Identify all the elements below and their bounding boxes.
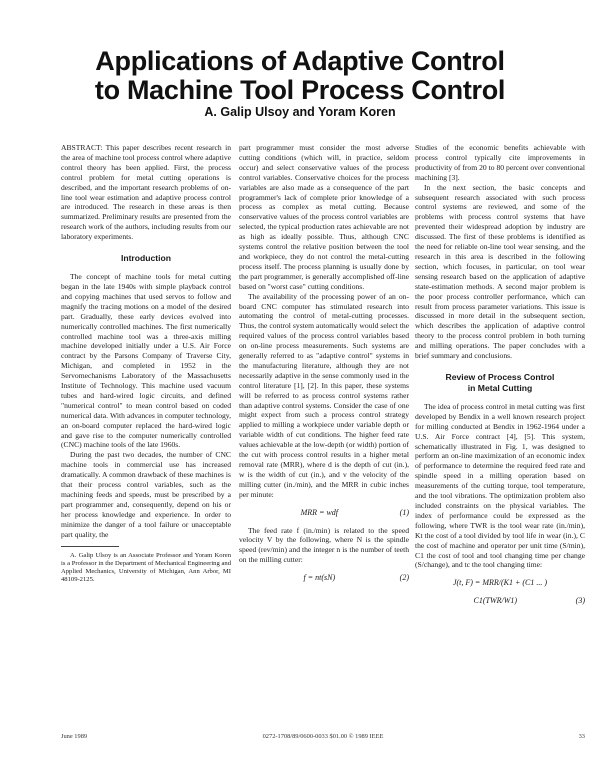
col2-paragraph-2: The availability of the processing power of an on-board CNC computer has stimulated research into automating the control of metal-cutting processes. Thus, the control system automatically would select the required values of the process control variables based on on-line process measurements. Such systems are generally referred to as "adaptive control" systems in the manufacturing literature, although they are not necessarily adaptive in the sense commonly used in the control literature [1], [2]. In this paper, these systems will be referred to as process control systems rather than adaptive control systems. Consider the case of one might expect from such a process control strategy applied to milling a workpiece under variable depth or variable width of cut conditions. The higher feed rate values achievable at the low-depth (or width) portion of the cut with process control results in a higher metal removal rate (MRR), where d is the depth of cut (in.), w is the width of cut (in.), and v the velocity of the milling cutter (in./min), and the MRR in cubic inches per minute: <box>239 291 409 499</box>
author-footnote: A. Galip Ulsoy is an Associate Professor and Yoram Koren is a Professor in the Department of Mechanical Engineering and Applied Mechanics, University of Michigan, Ann Arbor, MI 48109-2125. <box>61 551 231 584</box>
equation-1 <box>239 508 409 518</box>
equation-3-continuation: C1(TWR/W1) <box>473 596 518 606</box>
footnote-rule <box>61 546 119 547</box>
intro-paragraph-2: During the past two decades, the number of CNC machine tools in commercial use has increased dramatically. A common drawback of these machines is that their process control variables, such as the machining feeds and speeds, must be prescribed by a part programmer and, consequently, depend on his or her process knowledge and experience. In order to minimize the danger of a tool failure or unacceptable part quality, the <box>61 450 231 539</box>
equation-1-expression: MRR = wdf <box>300 507 339 517</box>
column-3 <box>415 143 585 614</box>
column-2 <box>239 143 409 591</box>
equation-3-expression: J(t, F) = MRR/(K1 + (C1 ... ) <box>452 578 548 588</box>
equation-3-number: (3) <box>575 596 585 606</box>
title-line-2: to Machine Tool Process Control <box>94 75 506 105</box>
intro-paragraph-1: The concept of machine tools for metal cutting began in the late 1940s with simple playback control and copying machines that used servos to follow and magnify the tracing motions on a model of the desired part. Gradually, these early devices evolved into numerically controlled machines. The first numerically controlled machine tool was a three-axis milling machine developed initially under a U.S. Air Force contract by the Parsons Company of Traverse City, Michigan, and completed in 1952 in the Servomechanisms Laboratory of the Massachusetts Institute of Technology. This machine used vacuum tubes and hard-wired logic circuits, and defined "numerical control" to mean control based on coded numerical data. With advances in computer technology, an on-board computer replaced the hard-wired logic and gave rise to the computer numerically controlled (CNC) machine tools of the late 1960s. <box>61 272 231 450</box>
review-heading-line-2: in Metal Cutting <box>467 382 533 393</box>
section-heading-review <box>415 372 585 394</box>
col2-paragraph-1: part programmer must consider the most adverse cutting conditions (which will, in practice, seldom occur) and select conservative values of the process control variables. Conservative choices for the process variables are also made as a consequence of the part programmer's lack of complete prior knowledge of a process as complex as metal cutting. Because conservative values of the process control variables are selected, the typical production rates achievable are not as high as ideally possible. Thus, although CNC systems control the relative position between the tool and workpiece, they do not control the metal-cutting process itself. The process planning is usually done by the part programmer, is generally accomplished off-line based on "worst case" cutting conditions. <box>239 143 409 291</box>
col2-paragraph-3: The feed rate f (in./min) is related to the speed velocity V by the following, where N is the spindle speed (rev/min) and the integer n is the number of teeth on the milling cutter: <box>239 525 409 565</box>
paper-authors: A. Galip Ulsoy and Yoram Koren <box>204 105 396 119</box>
footer-copyright: 0272-1708/89/0600-0033 $01.00 © 1989 IEEE <box>262 733 384 740</box>
page-number: 33 <box>578 733 585 740</box>
footer-date: June 1989 <box>61 733 88 740</box>
column-1 <box>61 143 231 584</box>
equation-2-expression: f = nt(sN) <box>303 573 336 583</box>
col3-paragraph-2: In the next section, the basic concepts and subsequent research associated with such process control systems are reviewed, and some of the problems with process control systems that have prevented their widespread adoption by industry are discussed. The first of these problems is identified as the need for reliable on-line tool wear sensing, and the research in this area is described in the following section, which focuses, in particular, on tool wear sensing research based on the application of adaptive state-estimation methods. A second major problem is the poor process controller performance, which can result from process parameter variations. This issue is discussed in more detail in the subsequent section, which describes the application of adaptive control theory to the process control problem in both turning and milling operations. The paper concludes with a brief summary and conclusions. <box>415 182 585 361</box>
title-line-1: Applications of Adaptive Control <box>95 46 505 76</box>
review-heading-line-1: Review of Process Control <box>445 371 555 382</box>
col3-paragraph-1: Studies of the economic benefits achievable with process control typically cite improvements in productivity of from 20 to 80 percent over conventional machining [3]. <box>415 143 585 182</box>
paper-title <box>0 47 600 105</box>
equation-1-number: (1) <box>399 507 409 517</box>
section-heading-introduction: Introduction <box>120 253 172 264</box>
equation-3 <box>415 578 585 588</box>
col3-paragraph-3: The idea of process control in metal cutting was first developed by Bendix in a well known research project for milling conducted at Bendix in 1962-1964 under a U.S. Air Force contract [4], [5]. This system, schematically illustrated in Fig. 1, was designed to perform an on-line maximization of an economic index of performance to determine the required feed rate and spindle speed in a milling operation based on measurements of the cutting torque, tool temperature, and the tool vibrations. The optimization problem also included constraints on the physical variables. The index of performance could be expressed as the following, where TWR is the tool wear rate (in./min), Kt the cost of a tool divided by tool life in wear (in.), C the cost of machine and operator per unit time (S/min), C1 the cost of tool and tool changing time per change (S/change), and tc the tool changing time: <box>415 401 585 570</box>
equation-2-number: (2) <box>399 573 409 583</box>
equation-3-continued <box>415 596 585 606</box>
equation-2 <box>239 573 409 583</box>
abstract: ABSTRACT: This paper describes recent research in the area of machine tool process control where adaptive control theory has been applied. First, the process control problem for metal cutting operations is described, and the important research problems of on-line tool wear estimation and adaptive process control are introduced. The research in these areas is then summarized. Preliminary results are presented from the research work of the authors, including results from our laboratory experiments. <box>61 143 231 242</box>
